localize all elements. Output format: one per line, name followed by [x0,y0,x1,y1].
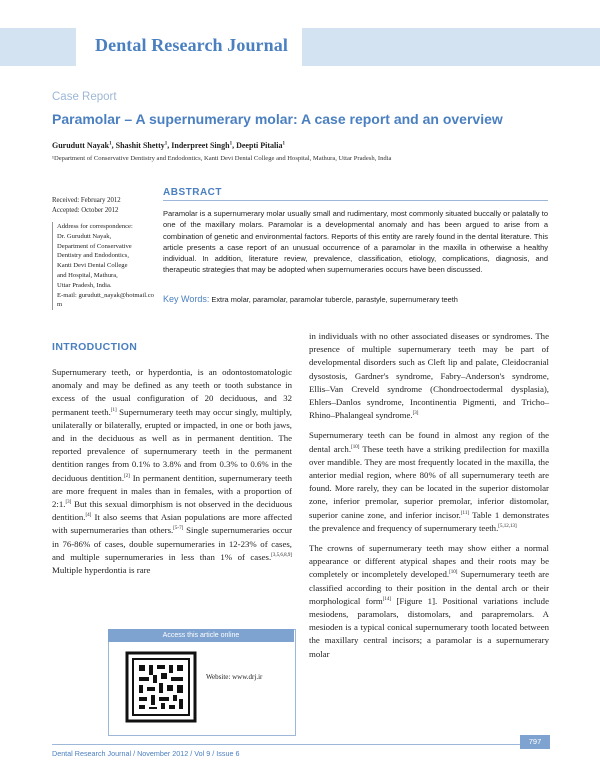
author-sup: 1 [282,141,285,147]
citation[interactable]: [5,12,13] [498,523,517,529]
intro-paragraph: Supernumerary teeth, or hyperdontia, is an odontostomatologic anomaly and may be defined as any teeth or tooth substance in excess of the usual configuration of 20 deciduous, and 32 permanent teeth.[1] Supernumerary teeth may occur singly, multiply, unilaterally or bilaterally, erupted or impacted, in one or both jaws, and in the deciduous as well as in permanent dentition. The reported prevalence of supernumerary teeth in the permanent dentition ranges from 0.1% to 3.8% and from 0.3% to 0.6% in the deciduous dentition.[2] In permanent dentition, supernumerary teeth are more frequent in males than in females, with a proportion of 2:1.[3] But this sexual dimorphism is not observed in the deciduous dentition.[4] It also seems that Asian populations are more affected with supernumeraries than others.[5-7] Single supernumeraries occur in 76-86% of cases, double supernumeraries in 12-23% of cases, and multiple supernumeraries in less than 1% of cases.[3,5,6,8,9] Multiple hyperdontia is rare [52,367,292,576]
correspondence-address [52,222,157,310]
citation[interactable]: [10] [449,570,458,576]
access-box-title: Access this article online [108,629,294,642]
website-line [206,673,262,681]
email-label: E-mail: [57,291,77,299]
citation[interactable]: [5-7] [173,526,184,532]
abstract-heading: ABSTRACT [163,187,548,201]
keywords-label: Key Words: [163,294,210,304]
citation[interactable]: [11] [460,510,470,516]
intro-paragraph: Supernumerary teeth can be found in almost any region of the dental arch.[10] These teeth have a striking predilection for maxilla over mandible. They are most frequently located in the maxilla, the anterior medial region, where 80% of all supernumerary teeth are found. More rarely, they can be located in the superior distomolar zone, inferior premolar, superior premolar, inferior distomolar, superior canine zone, and inferior incisor.[11] Table 1 demonstrates the prevalence and frequency of supernumerary teeth.[5,12,13] [309,430,550,533]
address-line: Uttar Pradesh, India. [57,281,112,289]
email-link[interactable]: gurudutt_nayak@hotmail.com [57,291,154,309]
author-sup: 1 [229,141,233,147]
affiliation: ¹Department of Conservative Dentistry and Endodontics, Kanti Devi Dental College and Hospital, Mathura, Uttar Pradesh, India [52,155,392,162]
author-name: Gurudutt Nayak [52,141,110,150]
author-name: Shashit Shetty [115,141,165,150]
citation[interactable]: [3,5,6,8,9] [271,552,292,558]
footer-journal: Dental Research Journal [52,749,132,758]
accepted-date: Accepted: October 2012 [52,207,119,214]
footer-issue-number: Issue 6 [216,749,240,758]
website-label: Website: [206,673,231,681]
body-column-right [309,330,549,668]
address-line: Dentistry and Endodontics, [57,252,129,260]
citation[interactable]: [3] [412,411,419,417]
author-sup: 1 [164,141,168,147]
address-line: Dr. Gurudutt Nayak, [57,232,112,240]
section-label: Case Report [52,91,117,103]
email-line [57,291,157,311]
journal-title: Dental Research Journal [95,35,288,55]
citation[interactable]: [1] [110,407,117,413]
author-list: Gurudutt Nayak$^1$, Shashit Shetty$^1$, Inderpreet Singh$^1$, Deepti Pitalia$^1$ [52,141,285,150]
footer-volume: Vol 9 [194,749,211,758]
author-name: Deepti Pitalia [236,141,283,150]
citation[interactable]: [4] [85,513,92,519]
page-number: 797 [520,735,550,749]
citation[interactable]: [2] [124,473,130,479]
website-link[interactable]: www.drj.ir [232,673,263,681]
paper-title: Paramolar – A supernumerary molar: A case report and an overview [52,111,503,127]
address-line: Kanti Devi Dental College [57,262,128,270]
abstract-text: Paramolar is a supernumerary molar usually small and rudimentary, most commonly situated buccally or palatally to one of the maxillary molars. Paramolar is a developmental anomaly and has been argued to arise from a combination of genetic and environmental factors. Reports of this entity are rarely found in the dental literature. This article presents a case report of an unusual occurrence of a paramolar in the maxilla in otherwise a healthy individual. In addition, literature review, prevalence, classification, etiology, complications, diagnosis, and therapeutic strategies that may be adopted when supernumeraries occurs have been discussed. [163,209,548,275]
address-line: and Hospital, Mathura, [57,271,118,279]
article-dates [52,196,121,216]
address-line: Department of Conservative [57,242,132,250]
intro-paragraph: The crowns of supernumerary teeth may show either a normal appearance or different atypical shapes and their roots may be completely or incompletely developed.[10] Supernumerary teeth are classified according to their position in the dental arch or their morphological form[14] [Figure 1]. Positional variations include mesiodens, paramolars, distomolars, and parapremolars. A mesioden is a typical conical supernumerary tooth located between the maxillary central incisors; a paramolar is a supernumerary molar [309,543,549,659]
keywords [163,294,548,304]
citation[interactable]: [10] [351,444,360,450]
footer-issue-date: November 2012 [137,749,189,758]
keywords-list: Extra molar, paramolar, paramolar tubercle, parastyle, supernumerary teeth [211,295,458,304]
qr-code-icon [124,650,198,724]
citation[interactable]: [14] [382,596,392,602]
footer-rule [52,744,550,745]
author-name: Inderpreet Singh [171,141,230,150]
footer: Dental Research Journal / November 2012 / Vol 9 / Issue 6 [52,749,240,758]
received-date: Received: February 2012 [52,197,121,204]
citation[interactable]: [3] [65,500,72,506]
author-sup: 1 [109,141,112,147]
intro-paragraph: in individuals with no other associated diseases or syndromes. The presence of multiple supernumerary teeth may be part of developmental disorders such as Cleft lip and palate, Cleidocranial dysostosis, Gardner's syndrome, Fabry–Anderson's syndrome, Ellis–Van Creveld syndrome (Chondroectodermal dysplasia), Ehlers–Danlos syndrome, Incontinentia Pigmenti, and Tricho–Rhino–Phalangeal syndrome.[3] [309,331,549,421]
introduction-heading: INTRODUCTION [52,341,138,353]
address-label: Address for correspondence: [57,223,133,230]
body-column-left [52,366,292,584]
